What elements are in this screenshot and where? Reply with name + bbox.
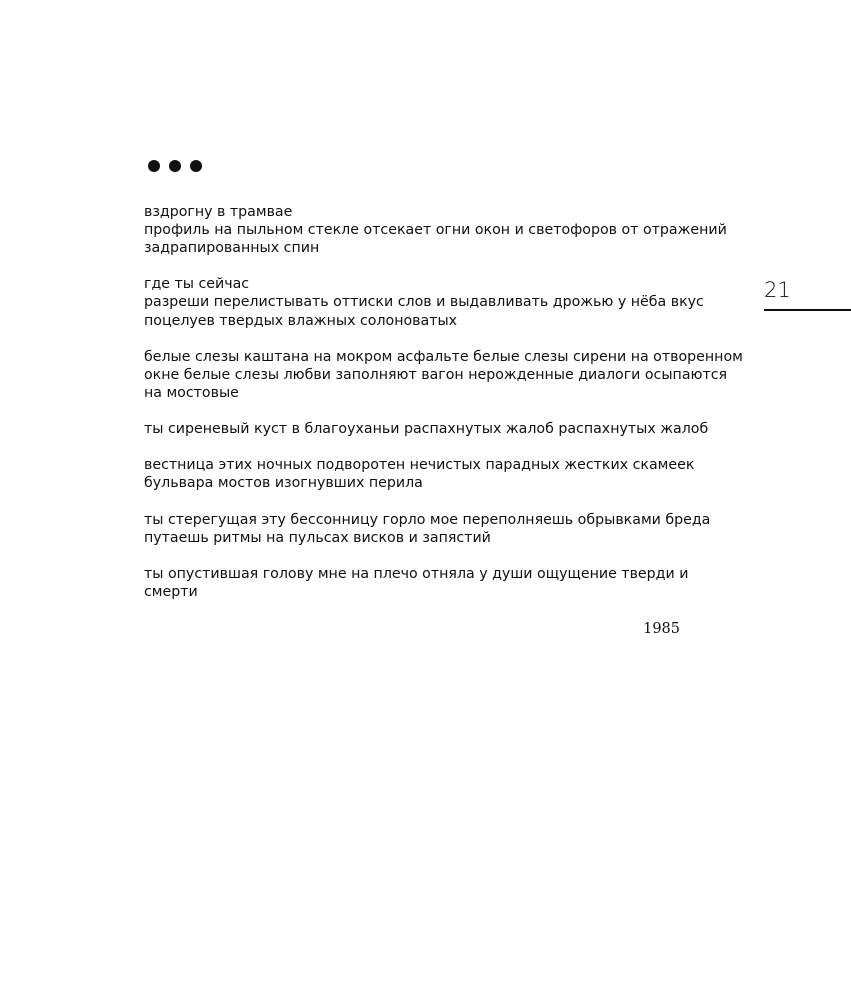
page-number-rule (764, 309, 851, 311)
poem-line: путаешь ритмы на пульсах висков и запястий (144, 529, 491, 546)
poem-stanza (144, 456, 744, 492)
poem-line: ты сиреневый куст в благоуханьи распахнутых жалоб распахнутых жалоб (144, 421, 709, 438)
poem-line: ты опустившая голову мне на плечо отняла у души ощущение тверди и (144, 565, 689, 582)
poem-stanza (144, 348, 744, 402)
ornament-dots (148, 160, 202, 172)
poem-line: вестница этих ночных подворотен нечистых парадных жестких скамеек (144, 457, 695, 474)
poem-line: задрапированных спин (144, 240, 320, 257)
poem-text (144, 203, 744, 619)
poem-line: поцелуев твердых влажных солоноватых (144, 312, 458, 329)
dot-icon (169, 160, 181, 172)
poem-stanza (144, 275, 744, 329)
poem-line: смерти (144, 583, 198, 600)
poem-line: ты стерегущая эту бессонницу горло мое переполняешь обрывками бреда (144, 511, 711, 528)
poem-line: бульвара мостов изогнувших перила (144, 475, 423, 492)
poem-stanza (144, 420, 744, 438)
poem-line: на мостовые (144, 384, 239, 401)
poem-line: вздрогну в трамвае (144, 204, 293, 220)
poem-line: окне белые слезы любви заполняют вагон нерожденные диалоги осыпаются (144, 366, 728, 383)
poem-year: 1985 (643, 621, 680, 637)
poem-line: профиль на пыльном стекле отсекает огни окон и светофоров от отражений (144, 222, 727, 239)
dot-icon (148, 160, 160, 172)
poem-stanza (144, 511, 744, 547)
poem-stanza (144, 203, 744, 257)
poem-stanza (144, 565, 744, 601)
poem-line: белые слезы каштана на мокром асфальте белые слезы сирени на отворенном (144, 348, 743, 365)
poem-line: разреши перелистывать оттиски слов и выдавливать дрожью у нёба вкус (144, 294, 704, 311)
dot-icon (190, 160, 202, 172)
page-number: 21 (764, 278, 791, 302)
poem-line: где ты сейчас (144, 276, 250, 293)
